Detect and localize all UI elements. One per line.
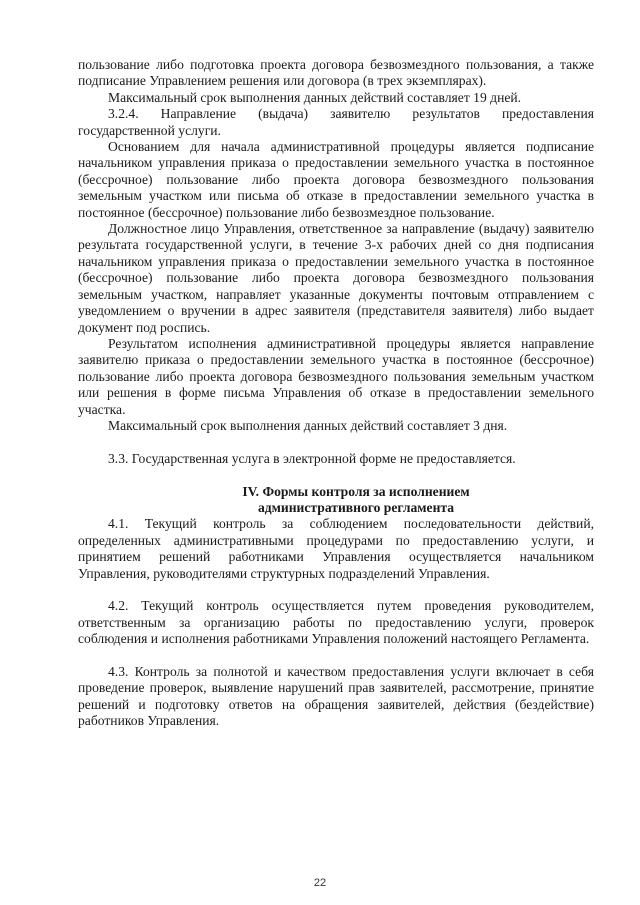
paragraph-4-2: 4.2. Текущий контроль осуществляется путем проведения руководителем, ответственным за организацию работы по предоставлению услуги, проверок соблюдения и исполнения работниками Управления положений настоящего Регламента. bbox=[78, 598, 594, 647]
spacer bbox=[78, 582, 594, 598]
document-page bbox=[78, 57, 594, 730]
paragraph-3-2-4: 3.2.4. Направление (выдача) заявителю результатов предоставления государственной услуги. bbox=[78, 106, 594, 138]
paragraph-deadline-19-days: Максимальный срок выполнения данных действий составляет 19 дней. bbox=[108, 89, 522, 105]
paragraph-deadline-3-days: Максимальный срок выполнения данных действий составляет 3 дня. bbox=[108, 417, 508, 433]
paragraph-basis: Основанием для начала административной процедуры является подписание начальником управления приказа о предоставлении земельного участка в постоянное (бессрочное) пользование либо проекта договора безвозмездного пользования земельным участком или письма об отказе в предоставлении земельного участка в постоянное (бессрочное) пользование либо безвозмездное пользование. bbox=[78, 139, 594, 220]
section-heading-line-1: IV. Формы контроля за исполнением bbox=[242, 483, 470, 499]
spacer bbox=[78, 648, 594, 664]
paragraph-continuation: пользование либо подготовка проекта договора безвозмездного пользования, а также подписание Управлением решения или договора (в трех экземплярах). bbox=[78, 57, 594, 89]
paragraph-result: Результатом исполнения административной процедуры является направление заявителю приказа о предоставлении земельного участка в постоянное (бессрочное) пользование либо проекта договора безвозмездного пользования земельным участком или решения в форме письма Управления об отказе в предоставлении земельного участка. bbox=[78, 335, 594, 417]
spacer bbox=[78, 467, 594, 483]
paragraph-4-1: 4.1. Текущий контроль за соблюдением последовательности действий, определенных административными процедурами по предоставлению услуги, и принятием решений работниками Управления осуществляется начальником Управления, руководителями структурных подразделений Управления. bbox=[78, 516, 594, 581]
paragraph-3-3: 3.3. Государственная услуга в электронной форме не предоставляется. bbox=[108, 450, 516, 466]
paragraph-official: Должностное лицо Управления, ответственное за направление (выдачу) заявителю результата государственной услуги, в течение 3-х рабочих дней со дня подписания начальником управления приказа о предоставлении земельного участка в постоянное (бессрочное) пользование либо проекта договора безвозмездного пользования земельным участком, направляет указанные документы почтовым отправлением с уведомлением о вручении в адрес заявителя (представителя заявителя) либо выдает документ под роспись. bbox=[78, 221, 594, 335]
spacer bbox=[78, 434, 594, 450]
paragraph-4-3: 4.3. Контроль за полнотой и качеством предоставления услуги включает в себя проведение проверок, выявление нарушений прав заявителей, рассмотрение, принятие решений и подготовку ответов на обращения заявителей, действия (бездействие) работников Управления. bbox=[78, 663, 594, 729]
section-heading-line-2: административного регламента bbox=[257, 499, 455, 515]
page-number: 22 bbox=[313, 877, 327, 889]
